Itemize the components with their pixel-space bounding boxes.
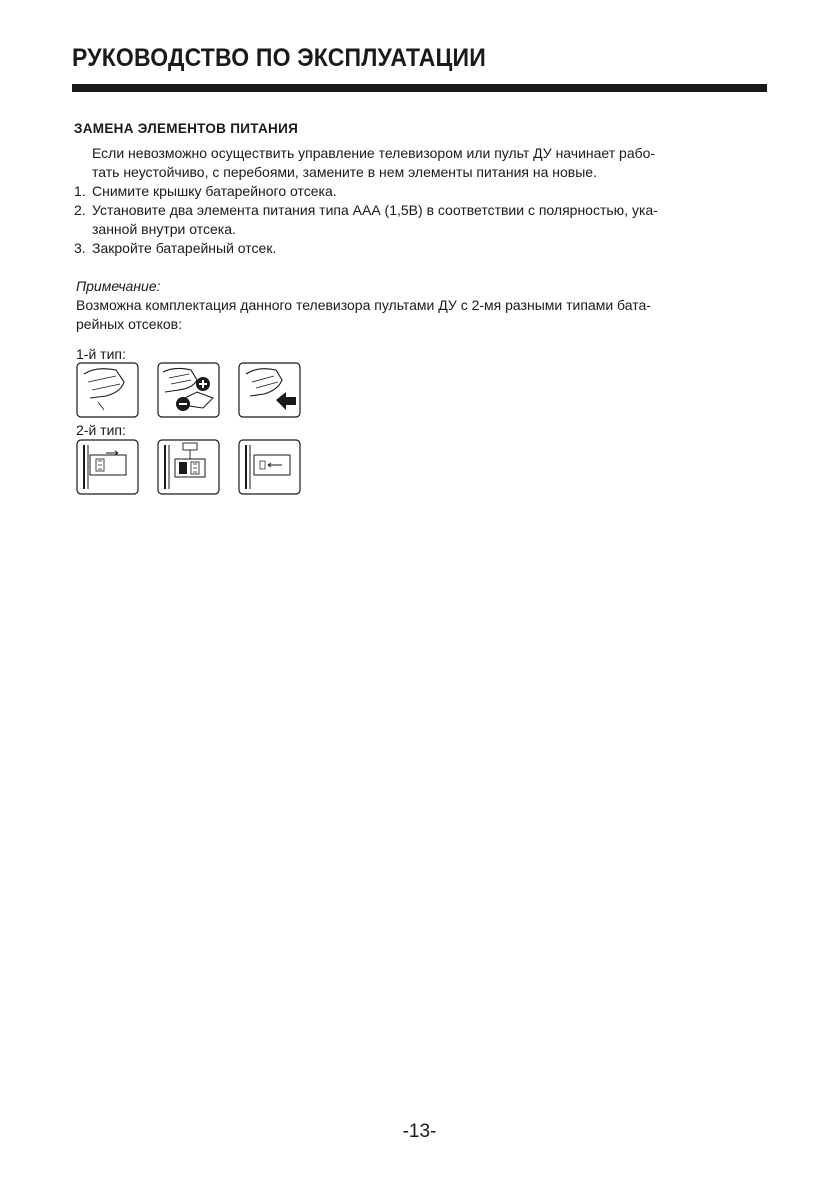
intro-paragraph [92, 144, 762, 182]
step-number: 1. [74, 183, 86, 199]
remote-cover-closed-icon [76, 362, 139, 418]
title-underline [72, 84, 767, 92]
step-number: 2. [74, 202, 86, 218]
step-item [74, 239, 766, 258]
step-text: Закройте батарейный отсек. [92, 240, 277, 256]
tray-battery-insert-icon [157, 439, 220, 495]
note-line: Возможна комплектация данного телевизора пультами ДУ с 2-мя разными типами бата- [76, 297, 651, 313]
section-heading: ЗАМЕНА ЭЛЕМЕНТОВ ПИТАНИЯ [74, 121, 299, 136]
step-number: 3. [74, 240, 86, 256]
cover-close-arrow-icon [238, 362, 301, 418]
page-title: РУКОВОДСТВО ПО ЭКСПЛУАТАЦИИ [72, 44, 486, 72]
type1-label: 1-й тип: [76, 346, 126, 362]
note-paragraph [76, 296, 766, 334]
step-item [74, 201, 766, 239]
step-text: занной внутри отсека. [92, 221, 236, 237]
step-text: Установите два элемента питания типа ААА (1,5В) в соответствии с полярностью, ука- [92, 202, 658, 218]
intro-line: тать неустойчиво, с перебоями, замените в нем элементы питания на новые. [92, 164, 597, 180]
note-label: Примечание: [76, 278, 161, 294]
step-text: Снимите крышку батарейного отсека. [92, 183, 337, 199]
slide-out-tray-icon [76, 439, 139, 495]
slide-in-tray-icon [238, 439, 301, 495]
intro-line: Если невозможно осуществить управление телевизором или пульт ДУ начинает рабо- [92, 145, 656, 161]
battery-polarity-icon [157, 362, 220, 418]
type2-label: 2-й тип: [76, 422, 126, 438]
step-item [74, 182, 766, 201]
note-line: рейных отсеков: [76, 316, 182, 332]
page-number: -13- [402, 1121, 437, 1142]
steps-list [74, 182, 766, 258]
